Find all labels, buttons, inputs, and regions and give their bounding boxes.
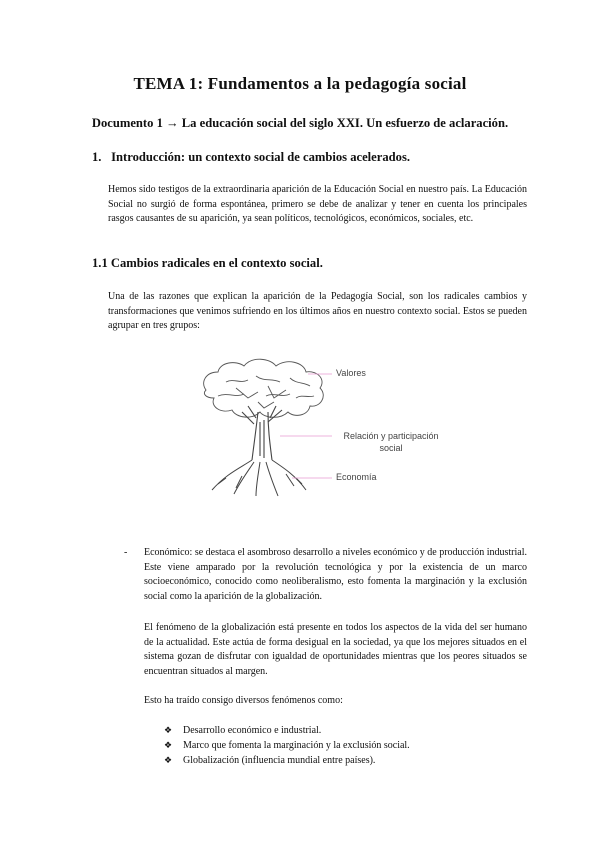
subsection-heading: 1.1 Cambios radicales en el contexto social. — [92, 256, 323, 270]
list-item-text: Desarrollo económico e industrial. — [183, 725, 322, 736]
diamond-bullet-icon: ❖ — [164, 740, 173, 750]
list-item — [164, 723, 410, 738]
intro-paragraph: Hemos sido testigos de la extraordinaria aparición de la Educación Social en nuestro país. La Educación Social no surgió de forma espontánea, primero se debe de analizar y tener en cuenta los principales rasgos causantes de su aparición, ya sean políticos, tecnológicos, económicos, sociales, etc. — [108, 184, 527, 225]
diamond-bullet-icon: ❖ — [164, 755, 173, 765]
label-lines — [280, 374, 332, 478]
label-valores: Valores — [336, 368, 366, 378]
document-subtitle: Documento 1 → La educación social del siglo XXI. Un esfuerzo de aclaración. — [91, 116, 509, 130]
tree-illustration — [196, 352, 456, 500]
dash-bullet: - — [124, 547, 128, 558]
changes-paragraph: Una de las razones que explican la aparición de la Pedagogía Social, son los radicales cambios y transformaciones que venimos sufriendo en los últimos años en nuestro contexto social. Estos se pueden agrupar en tres grupos: — [108, 291, 527, 332]
tree-roots — [212, 460, 306, 496]
section-heading-1 — [92, 150, 410, 165]
list-item-text: Globalización (influencia mundial entre países). — [183, 755, 376, 766]
phenomena-list — [164, 723, 410, 768]
economic-paragraph: Económico: se destaca el asombroso desarrollo a niveles económico y de producción industrial. Este viene amparado por la revolución tecnológica y por la existencia de un marco socioeconómico, conocido como neoliberalismo, esto fomenta la marginación y la exclusión social como la aparición de la globalización. — [144, 547, 527, 602]
section-number: 1. — [92, 150, 102, 164]
list-item-text: Marco que fomenta la marginación y la exclusión social. — [183, 740, 410, 751]
page-title: TEMA 1: Fundamentos a la pedagogía social — [133, 74, 467, 93]
section-heading-text: Introducción: un contexto social de cambios acelerados. — [111, 150, 411, 164]
label-economia: Economía — [336, 472, 377, 482]
list-item — [164, 753, 410, 768]
globalization-paragraph: El fenómeno de la globalización está presente en todos los aspectos de la vida del ser humano de la actualidad. Este actúa de forma desigual en la sociedad, ya que los mejores situados en el sistema gozan de disfrutar con igualdad de oportunidades mientras que los peores situados se encuentran situados al margen. — [144, 622, 527, 677]
phenomena-intro: Esto ha traído consigo diversos fenómenos como: — [144, 695, 343, 706]
tree-canopy — [204, 359, 324, 417]
tree-figure — [196, 352, 456, 500]
diamond-bullet-icon: ❖ — [164, 725, 173, 735]
label-relacion-participacion: Relación y participación social — [343, 431, 439, 453]
list-item — [164, 738, 410, 753]
